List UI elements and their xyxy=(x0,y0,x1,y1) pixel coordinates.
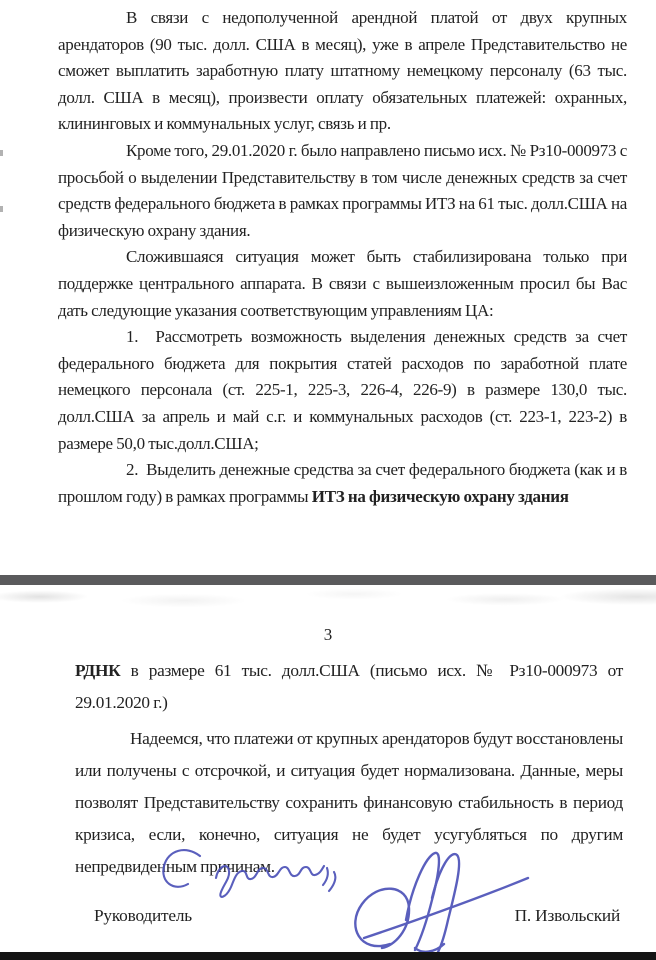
paragraph-rdnk xyxy=(75,655,623,719)
paragraph-rent-shortfall: В связи с недополученной арендной платой от двух крупных арендаторов (90 тыс. долл. США в месяц), уже в апреле Представительство не сможет выплатить заработную плату штатному немецкому персоналу (63 тыс. долл. США в месяц), произвести оплату обязательных платежей: охранных, клининговых и коммунальных услуг, связь и пр. xyxy=(58,8,627,134)
signature-block xyxy=(0,840,656,952)
paragraph-rdnk-bold: РДНК xyxy=(75,661,121,680)
signature-flourish xyxy=(355,853,528,952)
scan-artifact xyxy=(0,206,3,212)
salutation-stroke-word xyxy=(216,866,324,897)
scan-noise xyxy=(0,585,656,611)
handwritten-salutation xyxy=(163,850,335,897)
scan-edge-bar xyxy=(0,952,656,960)
paragraph-letter-reference: Кроме того, 29.01.2020 г. было направлено письмо исх. № Рз10-000973 с просьбой о выделении Представительству в том числе денежных средств за счет средств федерального бюджета в рамках программы ИТЗ на 61 тыс. долл.США на физическую охрану здания. xyxy=(58,140,628,240)
paragraph-closing: Надеемся, что платежи от крупных арендаторов будут восстановлены или получены с отсрочкой, и ситуация будет нормализована. Данные, меры позволят Представительству сохранить финансовую стабильность в период кризиса, если, конечно, ситуация не будет усугубляться по другим непредвиденным причинам. xyxy=(75,729,623,876)
document-page-3-body xyxy=(0,585,656,952)
page-number: 3 xyxy=(323,625,333,644)
signature-peak-1 xyxy=(406,853,439,950)
handwritten-signature xyxy=(130,840,550,952)
signature-loop xyxy=(355,889,409,948)
list-item-2-bold-program: ИТЗ на физическую охрану здания xyxy=(311,486,569,506)
list-item-1: 1. Рассмотреть возможность выделения денежных средств за счет федерального бюджета для покрытия статей расходов по заработной плате немецкого персонала (ст. 225-1, 225-3, 226-4, 226-9) в размере 130,0 тыс. долл.США за апрель и май с.г. и коммунальных расходов (ст. 223-1, 223-2) в размере 50,0 тыс.долл.США; xyxy=(58,327,627,453)
paragraph-rdnk-text: в размере 61 тыс. долл.США (письмо исх. № Рз10-000973 от 29.01.2020 г.) xyxy=(75,661,623,712)
salutation-stroke-C xyxy=(163,850,200,887)
list-item-2 xyxy=(58,457,627,510)
list-item-2-text: 2. Выделить денежные средства за счет федерального бюджета (как и в прошлом году) в рамках программы xyxy=(58,460,627,506)
scan-artifact xyxy=(0,150,3,156)
salutation-comma xyxy=(329,872,335,891)
page-separator-band xyxy=(0,575,656,585)
signer-name: П. Извольский xyxy=(514,906,620,925)
signer-role: Руководитель xyxy=(94,906,192,925)
salutation-stroke-end xyxy=(323,868,328,885)
paragraph-request-intro: Сложившаяся ситуация может быть стабилизирована только при поддержке центрального аппарата. В связи с вышеизложенным просил бы Вас дать следующие указания соответствующим управлениям ЦА: xyxy=(58,247,627,320)
signature-peak-2 xyxy=(432,854,459,952)
